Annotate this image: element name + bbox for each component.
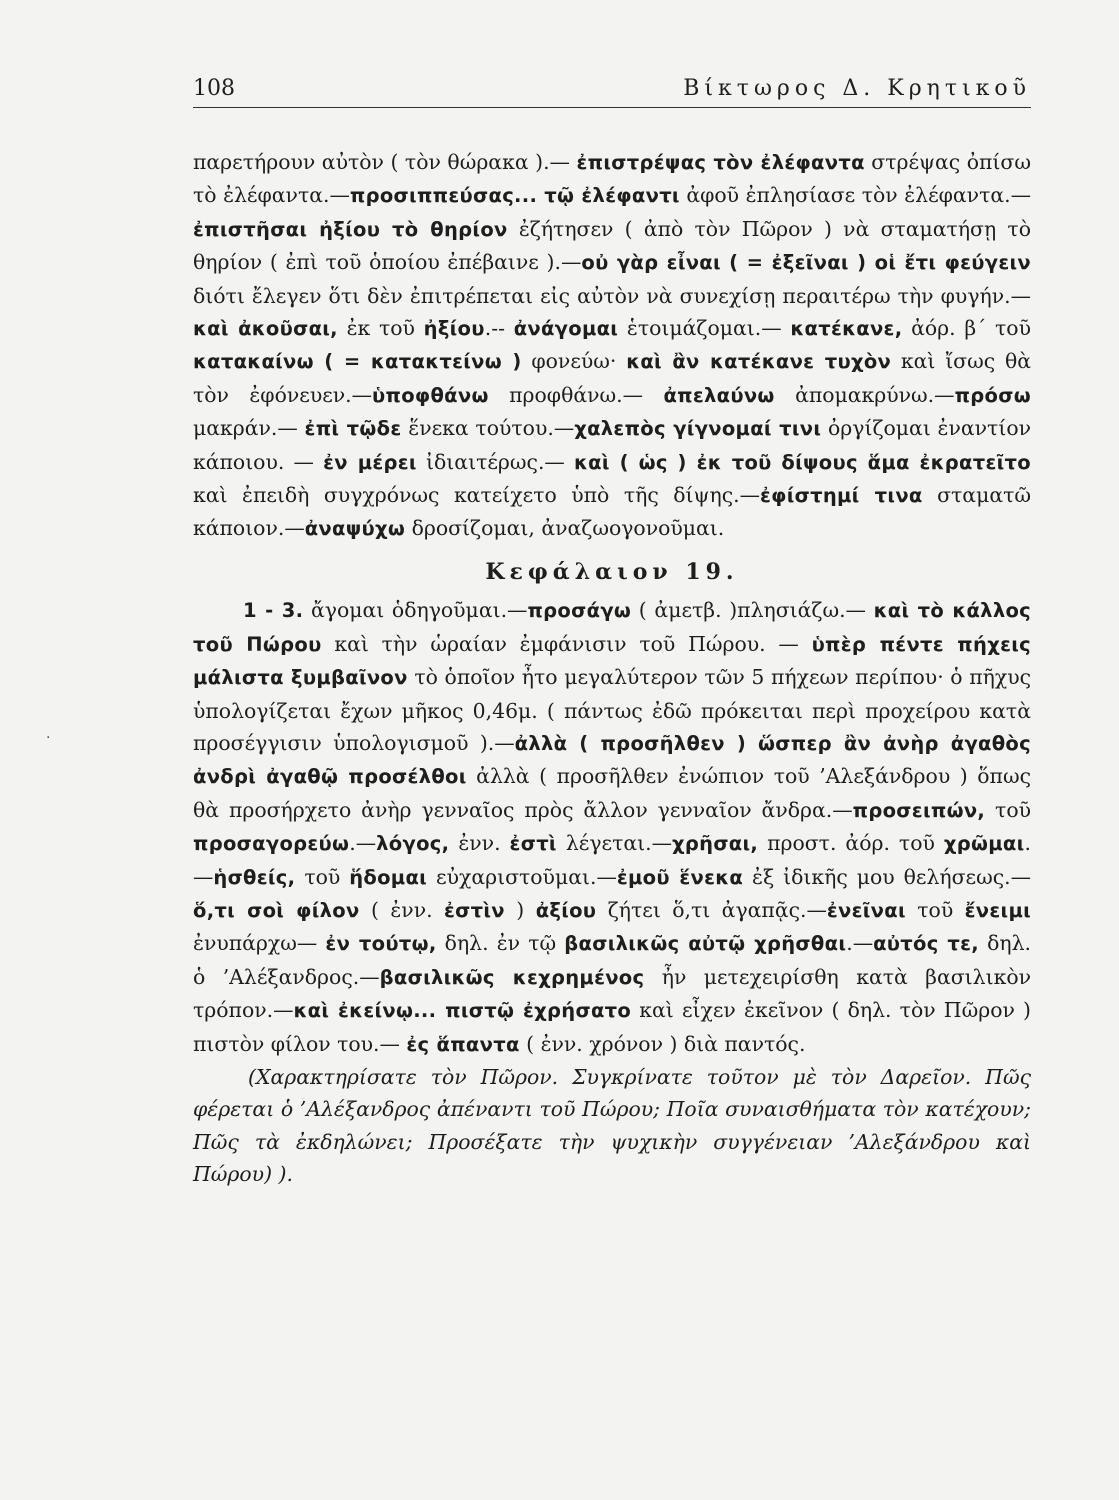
glossary-term: χρῶμαι (943, 832, 1025, 856)
glossary-text: στρέψας ὀπίσω τὸ ἐλέφαντα.— (193, 150, 1031, 208)
page-header (193, 76, 1031, 108)
chapter-heading: Κεφάλαιον 19. (485, 558, 739, 585)
glossary-text: παρετήρουν αὐτὸν ( τὸν θώρακα ).— (193, 150, 577, 174)
glossary-term: ἀλλὰ ( προσῆλθεν ) ὥσπερ ἂν ἀνὴρ ἀγαθὸς ἀνδρὶ ἀγαθῷ προσέλθοι (193, 731, 1031, 789)
glossary-term: ἐμοῦ ἕνεκα (616, 865, 744, 889)
glossary-text: τοῦ (295, 864, 350, 889)
glossary-text: ἐζήτησεν ( ἀπὸ τὸν Πῶρον ) νὰ σταματήσῃ τὸ θηρίον ( ἐπὶ τοῦ ὁποίου ἐπέβαινε ).— (193, 216, 1031, 275)
glossary-term: αὐτός τε, (873, 932, 979, 956)
glossary-term: ἐς ἅπαντα (406, 1032, 520, 1056)
glossary-term: ἀνάγομαι (513, 317, 619, 341)
glossary-term: ἡσθείς, (213, 865, 296, 889)
glossary-term: ἐπὶ τῷδε (304, 417, 402, 441)
glossary-text: .— (193, 831, 1032, 889)
glossary-term: ἥδομαι (349, 865, 428, 889)
glossary-text: δηλ. ἐν τῷ (436, 931, 565, 956)
glossary-text: ἀλλὰ ( προσῆλθεν ἐνώπιον τοῦ ’Αλεξάνδρου ) ὅπως θὰ προσήρχετο ἀνὴρ γενναῖος πρὸς ἄλλον γενναῖον ἄνδρα.— (193, 764, 1031, 822)
glossary-term: βασιλικῶς κεχρημένος (379, 965, 645, 989)
glossary-text: ( ἀμετβ. )πλησιάζω.— (631, 598, 874, 623)
glossary-text: τοῦ (905, 897, 965, 922)
glossary-text: λέγεται.— (556, 831, 672, 856)
glossary-text: ἦν μετεχειρίσθη κατὰ βασιλικὸν τρόπον.— (193, 964, 1031, 1023)
glossary-text: προφθάνω.— (488, 382, 664, 407)
glossary-text: ἑτοιμάζομαι.— (618, 316, 791, 341)
glossary-text: ἀόρ. β΄ τοῦ (902, 316, 1031, 341)
glossary-text: καὶ τὴν ὡραίαν ἐμφάνισιν τοῦ Πώρου. — (321, 631, 812, 656)
glossary-term: καὶ τὸ κάλλος τοῦ Πώρου (193, 599, 1032, 656)
glossary-text: ἐνυπάρχω— (193, 931, 326, 956)
glossary-text: εὐχαριστοῦμαι.— (427, 864, 617, 889)
glossary-text: ἀπομακρύνω.— (774, 382, 955, 407)
glossary-term: ἐστὶ (509, 832, 557, 856)
glossary-text: .-- (484, 316, 514, 341)
glossary-term: καὶ ἂν κατέκανε τυχὸν (626, 350, 892, 374)
glossary-term: ἐπιστῆσαι ἠξίου τὸ θηρίον (193, 217, 508, 241)
glossary-text: μακράν.— (193, 416, 305, 441)
glossary-term: χαλεπὸς γίγνομαί τινι (574, 417, 822, 441)
glossary-text: σταματῶ κάποιον.— (193, 483, 1031, 541)
glossary-term: 1 - 3. (243, 599, 304, 623)
glossary-text: ἕνεκα τούτου.— (401, 416, 575, 441)
glossary-text: ἀφοῦ ἐπλησίασε τὸν ἐλέφαντα.— (679, 183, 1032, 208)
glossary-term: ἠξίου (423, 317, 485, 341)
glossary-term: ὑπὲρ πέντε πήχεις μάλιστα ξυμβαῖνον (193, 632, 1032, 690)
glossary-text: προστ. ἀόρ. τοῦ (758, 831, 944, 856)
glossary-text: ) (504, 897, 536, 922)
glossary-text: δηλ. ὁ ’Αλέξανδρος.— (193, 931, 1031, 989)
glossary-term: ἐπιστρέψας τὸν ἐλέφαντα (576, 151, 865, 174)
paragraph-glossary-ch19 (193, 594, 1031, 1061)
glossary-text: ζήτει ὅ,τι ἀγαπᾷς.— (596, 897, 827, 922)
glossary-term: προσιππεύσας... τῷ ἐλέφαντι (349, 184, 680, 208)
glossary-term: προσειπών, (852, 798, 986, 822)
glossary-term: ἀξίου (535, 898, 597, 922)
study-questions: (Χαρακτηρίσατε τὸν Πῶρον. Συγκρίνατε τοῦτον μὲ τὸν Δαρεῖον. Πῶς φέρεται ὁ ’Αλέξανδρος ἀπέναντι τοῦ Πώρου; Ποῖα συναισθήματα τὸν κατέχουν; Πῶς τὰ ἐκδηλώνει; Προσέξατε τὴν ψυχικὴν συγγένειαν ’Αλεξάνδρου καὶ Πώρου) ). (193, 1064, 1031, 1187)
glossary-text: ( ἐνν. χρόνον ) διὰ παντός. (519, 1031, 806, 1056)
glossary-term: ἐν μέρει (323, 450, 417, 474)
glossary-text: ἐνν. (449, 831, 510, 856)
glossary-term: οὐ γὰρ εἶναι ( = ἐξεῖναι ) οἱ ἔτι φεύγειν (581, 251, 1031, 275)
paragraph-glossary-ch18 (193, 146, 1031, 546)
glossary-term: ὅ,τι σοὶ φίλον (193, 898, 360, 922)
glossary-text: .— (846, 931, 874, 956)
glossary-term: ἐστὶν (444, 898, 505, 922)
glossary-text: .— (349, 831, 377, 856)
margin-dot: · (46, 730, 51, 746)
glossary-term: ἀναψύχω (304, 517, 406, 541)
running-head: Βίκτωρος Δ. Κρητικοῦ (683, 76, 1031, 101)
glossary-text: τὸ ὁποῖον ἦτο μεγαλύτερον τῶν 5 πήχεων περίπου· ὁ πῆχυς ὑπολογίζεται ἔχων μῆκος 0,46μ. ( πάντως ἐδῶ πρόκειται περὶ προχείρου κατὰ προσέγγισιν ὑπολογισμοῦ ).— (193, 665, 1032, 755)
glossary-text: ἄγομαι ὁδηγοῦμαι.— (303, 598, 528, 623)
page-body (193, 146, 1031, 1191)
glossary-text: καὶ ἐπειδὴ συγχρόνως κατείχετο ὑπὸ τῆς δίψης.— (193, 483, 761, 508)
glossary-text: ἐξ ἰδικῆς μου θελήσεως.— (743, 864, 1031, 889)
glossary-text: καὶ εἶχεν ἐκεῖνον ( δηλ. τὸν Πῶρον ) πιστὸν φίλον του.— (193, 998, 1031, 1056)
glossary-text: φονεύω· (521, 349, 627, 374)
glossary-text: δροσίζομαι, ἀναζωογονοῦμαι. (405, 516, 725, 541)
glossary-term: λόγος, (376, 832, 450, 856)
glossary-term: προσαγορεύω (193, 832, 350, 856)
glossary-term: ἀπελαύνω (663, 383, 775, 407)
glossary-term: ἐφίστημί τινα (760, 484, 923, 508)
glossary-term: πρόσω (954, 383, 1031, 407)
glossary-term: καὶ ( ὡς ) ἐκ τοῦ δίψους ἅμα ἐκρατεῖτο (574, 450, 1031, 474)
glossary-term: κατέκανε, (790, 317, 903, 341)
glossary-text: τοῦ (985, 797, 1031, 822)
glossary-term: προσάγω (527, 599, 632, 623)
glossary-term: καὶ ἀκοῦσαι, (193, 317, 338, 341)
glossary-term: ὑποφθάνω (372, 383, 489, 407)
glossary-text: ὀργίζομαι ἐναντίον κάποιου. — (193, 416, 1032, 474)
glossary-text: ( ἐνν. (359, 897, 444, 922)
glossary-text: ἰδιαιτέρως.— (416, 449, 575, 474)
glossary-term: χρῆσαι, (672, 832, 759, 856)
glossary-term: ἔνειμι (964, 898, 1031, 922)
glossary-term: καὶ ἐκείνῳ... πιστῷ ἐχρήσατο (293, 999, 632, 1023)
glossary-term: κατακαίνω ( = κατακτείνω ) (193, 350, 522, 374)
glossary-term: ἐνεῖναι (826, 898, 906, 922)
glossary-text: καὶ ἴσως θὰ τὸν ἐφόνευεν.— (193, 349, 1031, 407)
glossary-text: ἐκ τοῦ (337, 316, 424, 341)
glossary-term: ἐν τούτῳ, (325, 932, 437, 956)
page-number: 108 (193, 76, 235, 101)
glossary-text: διότι ἔλεγεν ὅτι δὲν ἐπιτρέπεται εἰς αὐτὸν νὰ συνεχίσῃ περαιτέρω τὴν φυγήν.— (193, 283, 1031, 308)
glossary-term: βασιλικῶς αὐτῷ χρῆσθαι (564, 932, 847, 956)
